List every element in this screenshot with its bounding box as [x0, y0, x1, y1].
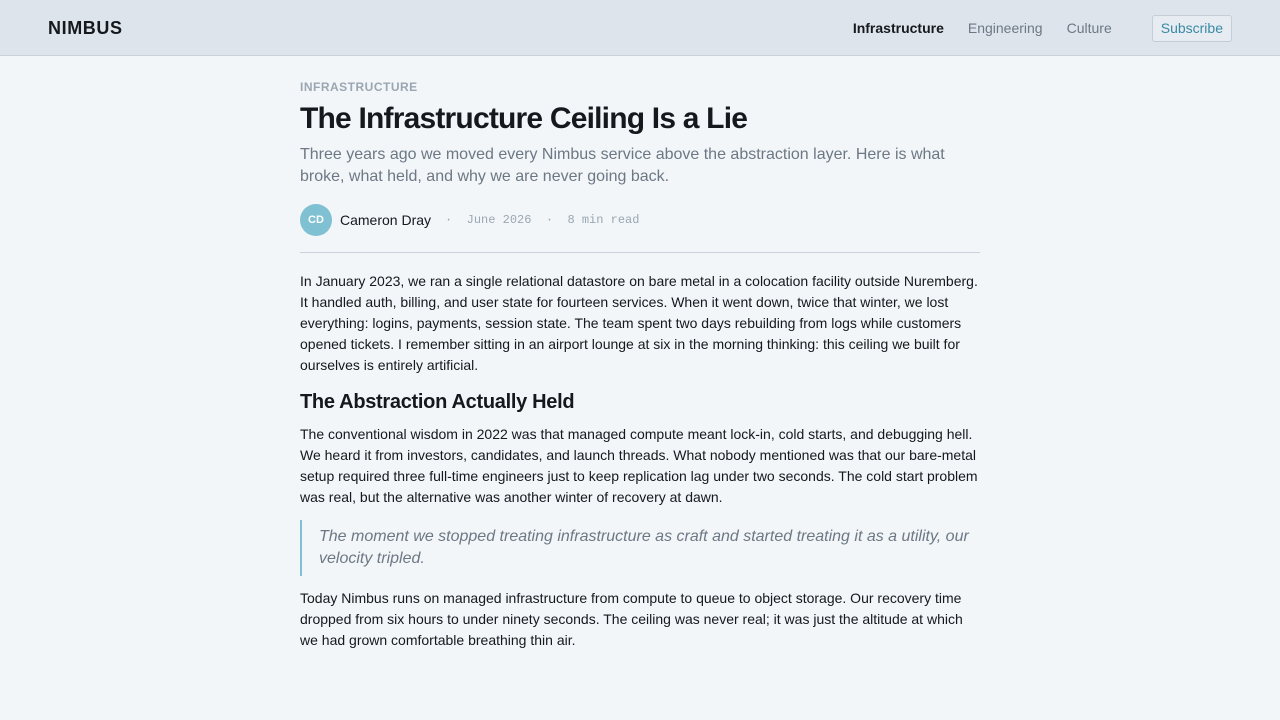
article-paragraph: The conventional wisdom in 2022 was that managed compute meant lock-in, cold starts, and debugging hell. We heard it from investors, candidates, and launch threads. What nobody mentioned was that our bare-metal setup required three full-time engineers just to keep replication lag under two seconds. The cold start problem was real, but the alternative was another winter of recovery at dawn.	[300, 426, 978, 505]
pull-quote: The moment we stopped treating infrastructure as craft and started treating it as a utility, our velocity tripled.	[300, 520, 980, 576]
section-heading: The Abstraction Actually Held	[300, 391, 575, 413]
nav-link-infrastructure[interactable]: Infrastructure	[852, 20, 944, 36]
subscribe-button[interactable]: Subscribe	[1152, 15, 1232, 42]
author-name: Cameron Dray	[340, 212, 432, 228]
main-nav	[853, 14, 1232, 42]
nav-link-culture[interactable]: Culture	[1066, 20, 1112, 36]
article-paragraph: In January 2023, we ran a single relational datastore on bare metal in a colocation facility outside Nuremberg. It handled auth, billing, and user state for fourteen services. When it went down, twice that winter, we lost everything: logins, payments, session state. The team spent two days rebuilding from logs while customers opened tickets. I remember sitting in an airport lounge at six in the morning thinking: this ceiling we built for ourselves is entirely artificial.	[300, 273, 978, 373]
byline	[300, 203, 980, 237]
site-header	[0, 0, 1280, 56]
divider	[300, 252, 980, 253]
nav-link-engineering[interactable]: Engineering	[967, 20, 1043, 36]
article-category: INFRASTRUCTURE	[300, 80, 418, 94]
author-avatar: CD	[300, 204, 332, 236]
article-title: The Infrastructure Ceiling Is a Lie	[300, 102, 748, 135]
article	[300, 76, 980, 651]
article-meta: · June 2026 · 8 min read	[445, 213, 640, 227]
article-subtitle: Three years ago we moved every Nimbus service above the abstraction layer. Here is what broke, what held, and why we are never going back.	[300, 146, 945, 185]
article-paragraph: Today Nimbus runs on managed infrastructure from compute to queue to object storage. Our recovery time dropped from six hours to under ninety seconds. The ceiling was never real; it was just the altitude at which we had grown comfortable breathing thin air.	[300, 590, 963, 648]
brand-logo[interactable]: NIMBUS	[48, 18, 123, 38]
